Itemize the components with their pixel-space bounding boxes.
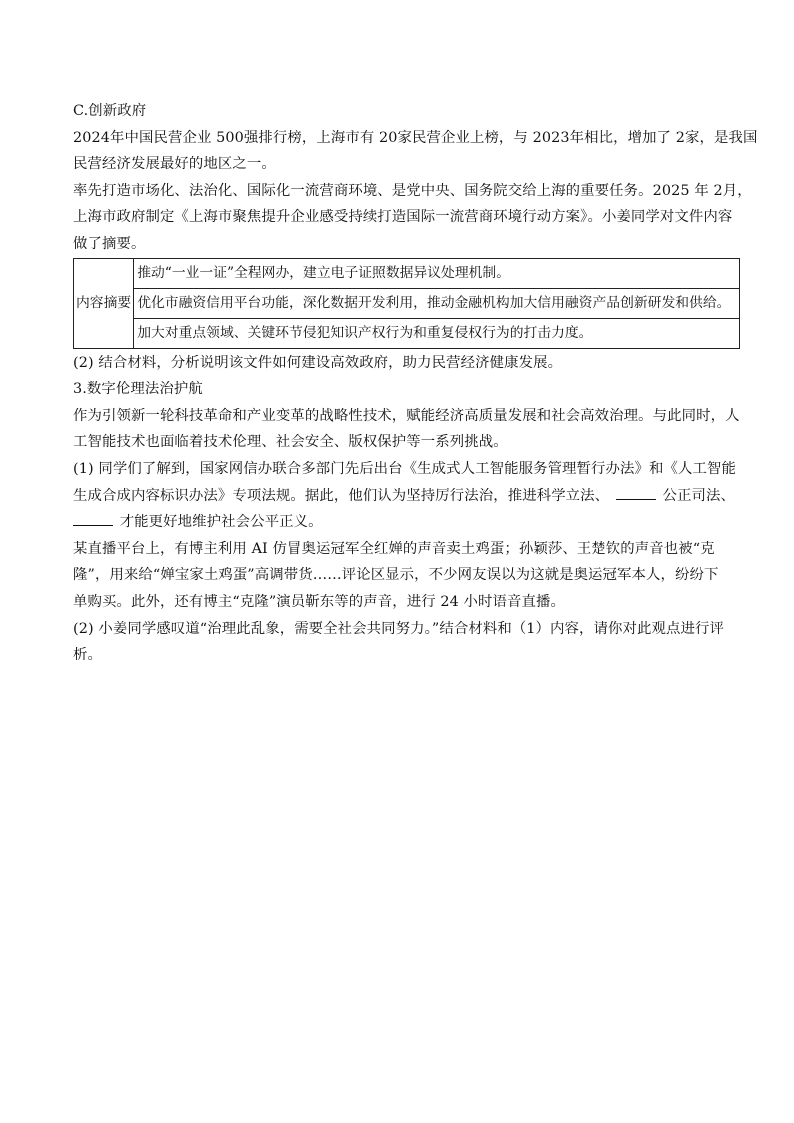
section-3-heading: 3.数字伦理法治护航 <box>73 381 203 398</box>
question-1-text-a: 生成合成内容标识办法》专项法规。据此，他们认为坚持厉行法治，推进科学立法、 <box>73 487 610 504</box>
paragraph-ranking-line2: 民营经济发展最好的地区之一。 <box>73 156 276 173</box>
table-row <box>74 258 740 288</box>
question-2-line1: (2) 小姜同学感叹道“治理此乱象，需要全社会共同努力。”结合材料和（1）内容，请你对此观点进行评 <box>73 620 724 637</box>
question-1-line3 <box>73 509 741 536</box>
paragraph-ranking-line1: 2024年中国民营企业 500强排行榜，上海市有 20家民营企业上榜，与 2023年相比，增加了 2家，是我国 <box>73 129 758 146</box>
table-row <box>74 318 740 348</box>
intro-line2: 工智能技术也面临着技术伦理、社会安全、版权保护等一系列挑战。 <box>73 434 508 451</box>
case-line1: 某直播平台上，有博主利用 AI 仿冒奥运冠军全红婵的声音卖土鸡蛋；孙颖莎、王楚钦的声音也被“克 <box>73 540 715 557</box>
intro-line1: 作为引领新一轮科技革命和产业变革的战略性技术，赋能经济高质量发展和社会高效治理。与此同时，人 <box>73 407 740 424</box>
paragraph-environment-line3: 做了摘要。 <box>73 235 146 252</box>
table-row <box>74 288 740 318</box>
paragraph-environment-line2: 上海市政府制定《上海市聚焦提升企业感受持续打造国际一流营商环境行动方案》。小姜同学对文件内容 <box>73 209 733 226</box>
document-page <box>73 98 758 669</box>
paragraph-environment-line1: 率先打造市场化、法治化、国际化一流营商环境、是党中央、国务院交给上海的重要任务。2025 年 2月， <box>73 182 752 199</box>
case-line2: 隆”，用来给“婵宝家土鸡蛋”高调带货……评论区显示，不少网友误以为这就是奥运冠军本人，纷纷下 <box>73 567 719 584</box>
question-1-text-c: 才能更好地维护社会公平正义。 <box>119 514 323 531</box>
table-cell: 推动“一业一证”全程网办，建立电子证照数据异议处理机制。 <box>134 258 740 288</box>
table-header-cell: 内容摘要 <box>74 258 134 348</box>
table-cell: 优化市融资信用平台功能，深化数据开发利用，推动金融机构加大信用融资产品创新研发和供给。 <box>134 288 740 318</box>
content-summary-table <box>73 258 740 349</box>
table-cell: 加大对重点领域、关键环节侵犯知识产权行为和重复侵权行为的打击力度。 <box>134 318 740 348</box>
fill-blank-2[interactable] <box>73 510 113 526</box>
fill-blank-1[interactable] <box>616 484 656 500</box>
question-1-line2 <box>73 483 741 510</box>
question-2-line2: 析。 <box>73 647 102 664</box>
question-c2: (2) 结合材料，分析说明该文件如何建设高效政府，助力民营经济健康发展。 <box>73 354 563 371</box>
case-line3: 单购买。此外，还有博主“克隆”演员靳东等的声音，进行 24 小时语音直播。 <box>73 593 565 610</box>
question-1-line1: (1) 同学们了解到，国家网信办联合多部门先后出台《生成式人工智能服务管理暂行办法》和《人工智能 <box>73 460 736 477</box>
section-c-heading: C.创新政府 <box>73 103 147 119</box>
question-1-text-b: 公正司法、 <box>662 487 735 504</box>
